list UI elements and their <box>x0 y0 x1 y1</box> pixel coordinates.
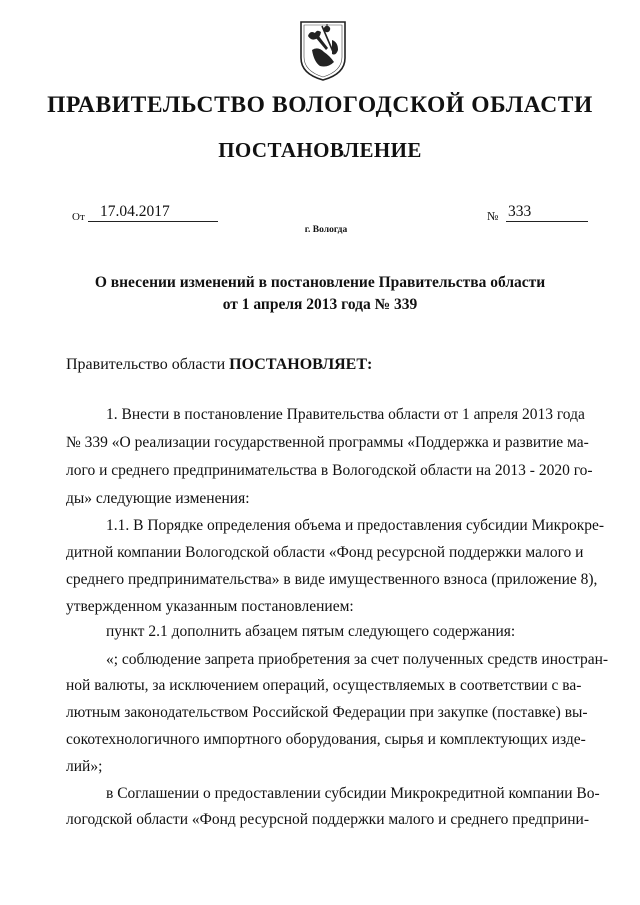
document-subject <box>0 272 640 316</box>
body-line: пункт 2.1 дополнить абзацем пятым следующего содержания: <box>106 623 516 640</box>
preamble-keyword: ПОСТАНОВЛЯЕТ: <box>229 356 373 373</box>
body-line: среднего предпринимательства» в виде имущественного взноса (приложение 8), <box>66 571 598 588</box>
body-line: ной валюты, за исключением операций, осуществляемых в соответствии с ва- <box>66 677 582 694</box>
number-prefix: № <box>487 209 499 223</box>
city: г. Вологда <box>304 225 348 235</box>
body-line: 1.1. В Порядке определения объема и предоставления субсидии Микрокре- <box>106 517 605 534</box>
preamble <box>66 356 372 374</box>
body-line: лютным законодательством Российской Федерации при закупке (поставке) вы- <box>66 704 588 721</box>
body-line: логодской области «Фонд ресурсной поддержки малого и среднего предприни- <box>66 811 590 828</box>
body-line: утвержденном указанным постановлением: <box>66 598 354 615</box>
subject-line-2: от 1 апреля 2013 года № 339 <box>222 296 418 313</box>
document-date: 17.04.2017 <box>88 203 218 222</box>
document-number: 333 <box>506 203 588 222</box>
subject-line-1: О внесении изменений в постановление Правительства области <box>94 274 546 291</box>
preamble-text: Правительство области <box>66 356 230 373</box>
government-title: ПРАВИТЕЛЬСТВО ВОЛОГОДСКОЙ ОБЛАСТИ <box>47 92 593 118</box>
body-line: № 339 «О реализации государственной программы «Поддержка и развитие ма- <box>66 434 589 451</box>
body-line: дитной компании Вологодской области «Фонд ресурсной поддержки малого и <box>66 544 584 561</box>
document-type: ПОСТАНОВЛЕНИЕ <box>218 138 422 162</box>
body-line: ды» следующие изменения: <box>66 490 250 507</box>
body-line: лого и среднего предпринимательства в Вологодской области на 2013 - 2020 го- <box>66 462 593 479</box>
date-prefix: От <box>72 211 85 223</box>
body-line: сокотехнологичного импортного оборудования, сырья и комплектующих изде- <box>66 731 586 748</box>
body-line: 1. Внести в постановление Правительства области от 1 апреля 2013 года <box>106 406 585 423</box>
body-line: «; соблюдение запрета приобретения за счет полученных средств иностран- <box>106 651 609 668</box>
body-line: в Соглашении о предоставлении субсидии Микрокредитной компании Во- <box>106 785 600 802</box>
body-line: лий»; <box>66 758 103 775</box>
vologda-coat-of-arms-icon <box>298 20 348 82</box>
